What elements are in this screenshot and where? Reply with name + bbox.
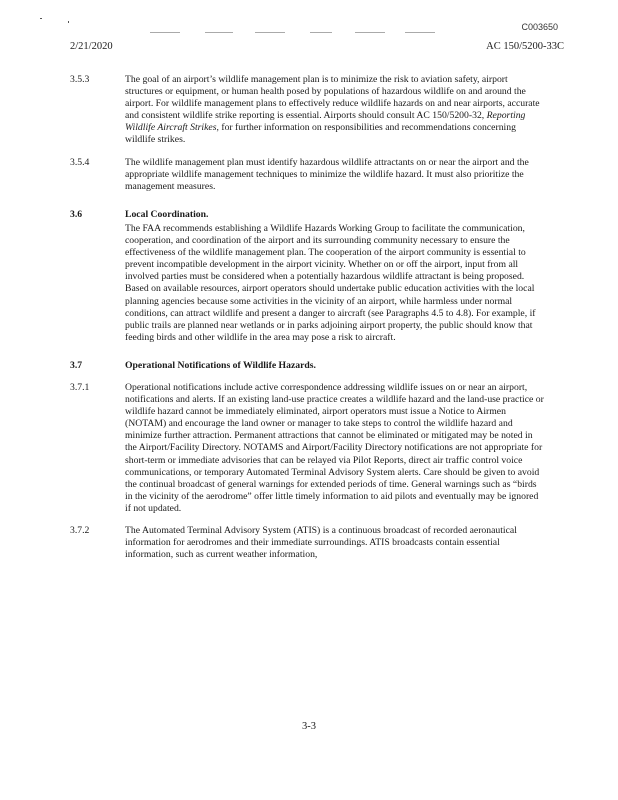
section-title: Local Coordination. [125, 208, 209, 220]
section-title: Operational Notifications of Wildlife Hazards. [125, 359, 316, 371]
scan-speck [40, 18, 42, 19]
page-number: 3-3 [302, 721, 316, 732]
paragraph-text: The Automated Terminal Advisory System (ATIS) is a continuous broadcast of recorded aeronautical information for aerodromes and their immediate surroundings. ATIS broadcasts contain essential information, such as current weather information, [125, 525, 517, 561]
paragraph-number: 3.5.3 [70, 74, 90, 85]
paragraph-number: 3.5.4 [70, 156, 90, 168]
paragraph-3-5-3 [70, 74, 544, 147]
paragraph-3-7-2 [70, 525, 544, 561]
section-heading-3-6 [70, 209, 544, 221]
paragraph-text: Operational notifications include active correspondence addressing wildlife issues on or near an airport, notifications and alerts. If an existing land-use practice creates a wildlife hazard and the land-use practice or wildlife hazard cannot be immediately eliminated, airport operators must issue a Notice to Airmen (NOTAM) and encourage the land owner or manager to take steps to control the wildlife hazard and minimize further attraction. Permanent attractions that cannot be eliminated or mitigated may be noted in the Airport/Facility Directory. NOTAMS and Airport/Facility Directory notifications are not appropriate for short-term or immediate advisories that can be relayed via Pilot Reports, direct air traffic control voice communications, or temporary Automated Terminal Advisory System alerts. Care should be given to avoid the continual broadcast of general warnings for extended periods of time. General warnings such as “birds in the vicinity of the aerodrome” offer little timely information to aid pilots and eventually may be ignored if not updated. [125, 381, 544, 514]
paragraph-text: The goal of an airport’s wildlife management plan is to minimize the risk to aviation safety, airport structures or equipment, or human health posed by populations of hazardous wildlife on and around the airport. For wildlife management plans to effectively reduce wildlife hazards on and near airports, accurate and consistent wildlife strike reporting is essential. Airports should consult AC 150/5200-32, Reporting Wildlife Aircraft Strikes, for further information on responsibilities and recommendations concerning wildlife strikes. [125, 74, 540, 146]
paragraph-number: 3.7.1 [70, 381, 90, 393]
section-number: 3.7 [70, 359, 83, 371]
document-stamp: C003650 [521, 22, 558, 32]
paragraph-text: The wildlife management plan must identify hazardous wildlife attractants on or near the airport and the appropriate wildlife management techniques to minimize the wildlife hazard. It must also prioritize the management measures. [125, 156, 529, 192]
page-content [70, 74, 544, 571]
section-number: 3.6 [70, 208, 83, 220]
paragraph-3-7-1 [70, 382, 544, 515]
scan-speck [68, 21, 69, 23]
paragraph-number: 3.7.2 [70, 525, 90, 536]
header-doc-id: AC 150/5200-33C [486, 41, 564, 52]
section-heading-3-7 [70, 360, 544, 372]
section-text-3-6: The FAA recommends establishing a Wildlife Hazards Working Group to facilitate the communication, cooperation, and coordination of the airport and its surrounding community necessary to ensure the effectiveness of the wildlife management plan. The cooperation of the airport community is essential to prevent incompatible development in the airport vicinity. Whether on or off the airport, input from all involved parties must be considered when a potentially hazardous wildlife attractant is being proposed. Based on available resources, airport operators should undertake public education activities with the local planning agencies because some activities in the vicinity of an airport, while harmless under normal conditions, can attract wildlife and present a danger to aircraft (see Paragraphs 4.5 to 4.8). For example, if public trails are planned near wetlands or in parks adjoining airport property, the public should know that feeding birds and other wildlife in the area may pose a risk to aircraft. [125, 222, 536, 343]
header-date: 2/21/2020 [70, 41, 113, 52]
paragraph-3-5-4 [70, 157, 544, 193]
scan-marks [150, 32, 450, 34]
reference-title: Reporting Wildlife Aircraft Strikes [125, 110, 526, 134]
